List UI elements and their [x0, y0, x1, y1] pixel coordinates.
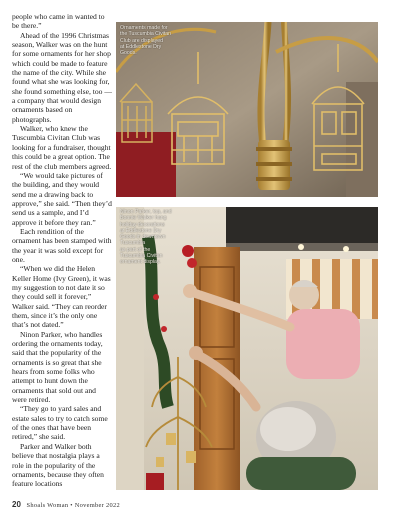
caption-line: the Tuscumbia Civitan	[120, 31, 172, 38]
page-number: 20	[12, 500, 21, 509]
caption-line: holiday decorations	[120, 221, 165, 228]
article-paragraph: Walker, who knew the Tuscumbia Civitan Club was looking for a fundraiser, thought this could be a great option. The rest of the club members agreed.	[12, 124, 112, 171]
caption-line: Goods.	[120, 50, 137, 57]
article-paragraph: Ninon Parker, who handles ordering the ornaments today, said that the popularity of the ornaments is so great that she hears from some folks who attempt to hunt down the ornaments that sold out and were retired.	[12, 329, 103, 405]
caption-line: as part of the	[120, 246, 151, 253]
page-footer	[12, 500, 120, 509]
caption-line: Club are displayed	[120, 37, 163, 44]
caption-line: Ornaments made for	[120, 25, 168, 31]
caption-line: at Eddlestone Dry	[120, 43, 162, 50]
caption-line: at Eddlestone Dry	[120, 227, 162, 234]
caption-line: Tuscumbia Civitan	[120, 253, 163, 260]
article-paragraph: Ahead of the 1996 Christmas season, Walker was on the hunt for some ornaments for her shop which could be made to feature the name of the city. While she found what she was looking for, she found something else, too — a company that would design ornaments based on photographs.	[12, 30, 112, 124]
photo-caption-middle	[120, 209, 172, 266]
caption-line: Bonnie Walker hang	[120, 215, 167, 222]
article-paragraph: “When we did the Helen Keller Home (Ivy Green), it was my suggestion to not date it so they could sell it forever,” Walker said. “They can reorder them, since it’s the only one that’s not dated.”	[12, 264, 111, 330]
article-body-column	[12, 12, 112, 489]
article-paragraph: Parker and Walker both believe that nostalgia plays a role in the popularity of the ornaments, because they often feature locations	[12, 441, 104, 489]
caption-line: Tuscumbia	[120, 240, 146, 247]
article-paragraph: people who came in wanted to be there.”	[12, 12, 105, 31]
caption-line: Goods in downtown	[120, 234, 166, 241]
caption-line: Ninon Parker, top, and	[120, 209, 172, 215]
caption-line: ornament display.	[120, 259, 161, 266]
article-paragraph: “We would take pictures of the building, and they would send me a drawing back to approve,” she said. “Then they’d send us a sample, and I’d approve it before they ran.”	[12, 170, 112, 227]
photo-caption-top	[120, 25, 171, 56]
article-paragraph: “They go to yard sales and estate sales to try to catch some of the ones that have been retired,” she said.	[12, 404, 108, 442]
article-paragraph: Each rendition of the ornament has been stamped with the year it was sold except for one.	[12, 226, 112, 264]
publication-name: Shoals Woman • November 2022	[26, 502, 120, 509]
